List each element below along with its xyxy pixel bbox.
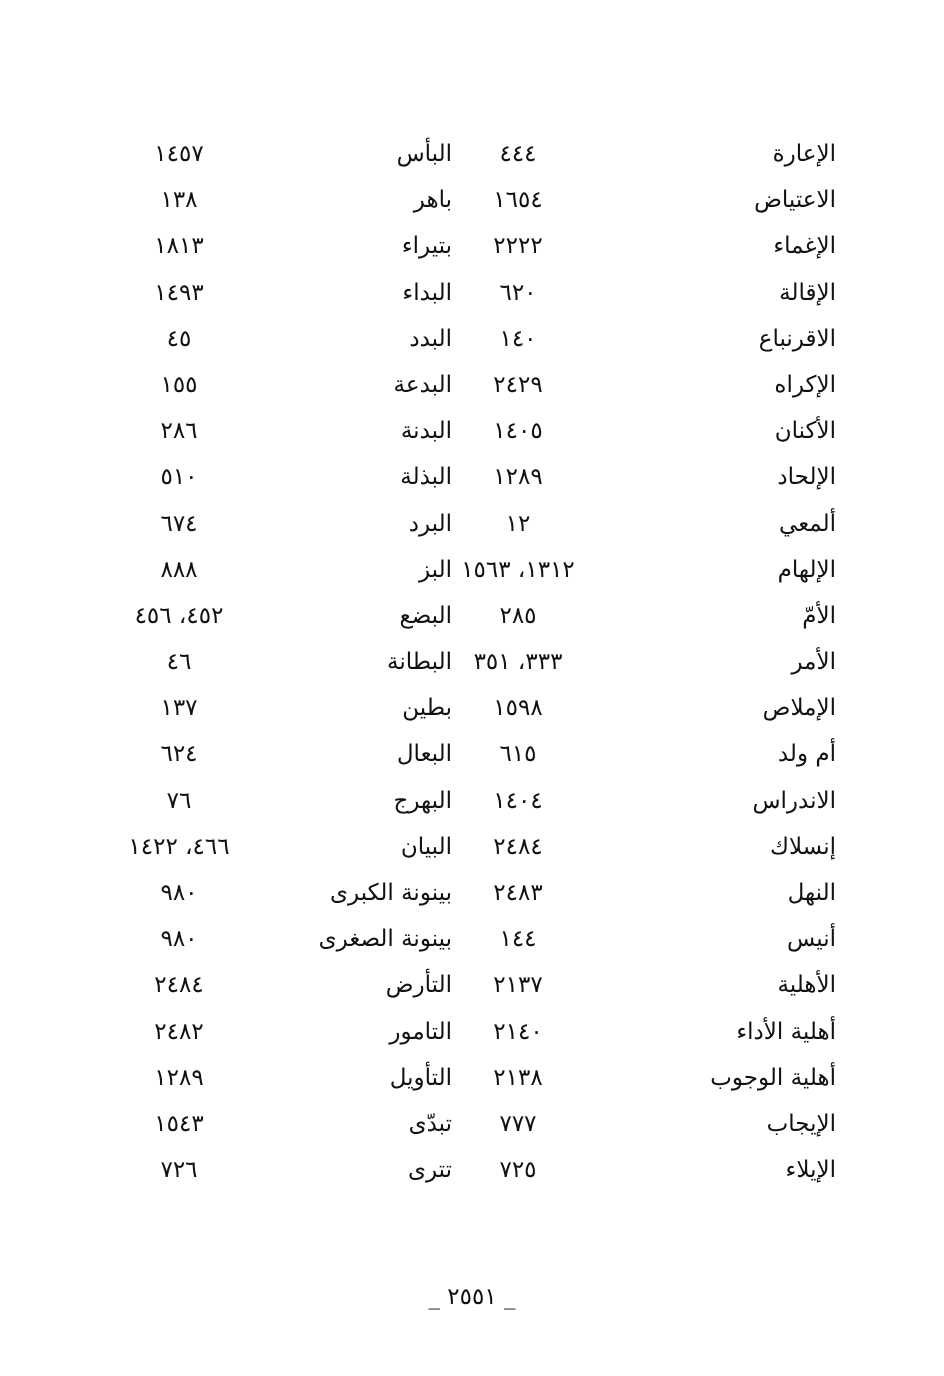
index-term: البيان xyxy=(400,833,452,860)
index-term: أهلية الوجوب xyxy=(710,1064,836,1091)
page-reference: ٢٨٥ xyxy=(499,602,537,629)
index-row xyxy=(0,593,944,639)
index-row xyxy=(0,1055,944,1101)
page-reference: ٤٦٦، ١٤٢٢ xyxy=(128,833,230,860)
index-row xyxy=(0,870,944,916)
page-reference: ٧٢٦ xyxy=(160,1157,198,1184)
page-reference: ٤٥٢، ٤٥٦ xyxy=(134,602,224,629)
index-term: البرد xyxy=(408,510,452,537)
index-term: البهرج xyxy=(393,787,452,814)
page-reference: ٧٦ xyxy=(166,787,192,814)
page-reference: ٢١٤٠ xyxy=(493,1018,543,1045)
page-reference: ١٤٠٥ xyxy=(493,418,543,445)
index-term: البعال xyxy=(396,741,452,768)
page-reference: ٢٢٢٢ xyxy=(493,233,543,260)
index-term: البدنة xyxy=(400,418,452,445)
index-term: بينونة الكبرى xyxy=(330,880,452,906)
index-term: تبدّى xyxy=(408,1110,452,1137)
index-row xyxy=(0,824,944,870)
page-reference: ١٢٨٩ xyxy=(493,464,543,491)
page-reference: ٦٢٠ xyxy=(499,279,537,306)
index-table xyxy=(0,131,944,1193)
page-reference: ٧٧٧ xyxy=(499,1110,537,1137)
index-term: الإغماء xyxy=(773,233,836,260)
index-row xyxy=(0,639,944,685)
page-reference: ٢١٣٧ xyxy=(493,972,543,999)
index-term: البطانة xyxy=(387,649,452,676)
page-reference: ٢٤٨٤ xyxy=(493,833,543,860)
index-term: الإملاص xyxy=(762,695,836,722)
index-term: البذلة xyxy=(400,464,452,491)
index-row xyxy=(0,962,944,1008)
page-reference: ٦١٥ xyxy=(499,741,537,768)
index-term: الأمّ xyxy=(802,602,836,629)
index-term: ألمعي xyxy=(779,510,836,537)
index-row xyxy=(0,547,944,593)
page-reference: ١٣١٢، ١٥٦٣ xyxy=(461,556,575,583)
page-reference: ٢٤٨٢ xyxy=(154,1018,204,1045)
index-term: بينونة الصغرى xyxy=(318,926,452,953)
page-reference: ١٢ xyxy=(505,510,531,537)
page-reference: ٣٣٣، ٣٥١ xyxy=(473,649,563,676)
index-term: الاعتياض xyxy=(754,187,836,214)
index-term: البداء xyxy=(402,279,452,306)
index-term: الإلهام xyxy=(777,556,836,583)
page-reference: ١٦٥٤ xyxy=(493,187,543,214)
index-term: الأهلية xyxy=(777,972,836,999)
index-row xyxy=(0,778,944,824)
index-term: البأس xyxy=(396,141,452,167)
index-term: أم ولد xyxy=(777,741,836,768)
page-reference: ١٥٩٨ xyxy=(493,695,543,722)
page-reference: ٤٤٤ xyxy=(499,141,537,167)
index-term: بطين xyxy=(402,695,452,722)
page-reference: ١٤٤ xyxy=(499,926,537,953)
page-reference: ٩٨٠ xyxy=(160,926,198,953)
index-term: الأمر xyxy=(791,649,836,676)
index-term: الإقالة xyxy=(779,279,836,306)
page-reference: ٦٢٤ xyxy=(160,741,198,768)
index-term: الاقرنباع xyxy=(758,325,836,352)
page-number: _ ٢٥٥١ _ xyxy=(428,1284,516,1310)
index-term: الإيلاء xyxy=(785,1157,836,1184)
index-term: التأرض xyxy=(385,972,452,999)
index-term: إنسلاك xyxy=(770,833,836,860)
index-term: الاندراس xyxy=(752,787,836,814)
index-term: النهل xyxy=(787,880,836,906)
index-term: بتيراء xyxy=(401,233,452,260)
index-term: باهر xyxy=(413,187,452,214)
page-reference: ١٤٥٧ xyxy=(154,141,204,167)
page-reference: ٥١٠ xyxy=(160,464,198,491)
index-row xyxy=(0,1009,944,1055)
index-row xyxy=(0,916,944,962)
index-term: البز xyxy=(418,556,452,583)
page-reference: ٢٨٦ xyxy=(160,418,198,445)
index-term: الإيجاب xyxy=(766,1110,836,1137)
index-term: البدد xyxy=(409,325,452,352)
index-row xyxy=(0,408,944,454)
index-term: البضع xyxy=(399,602,452,629)
page-reference: ٩٨٠ xyxy=(160,880,198,906)
index-row xyxy=(0,501,944,547)
page-reference: ١٤٠٤ xyxy=(493,787,543,814)
page-reference: ١٤٩٣ xyxy=(154,279,204,306)
index-term: الإعارة xyxy=(772,141,836,167)
page-reference: ٤٥ xyxy=(166,325,192,352)
page-reference: ٧٢٥ xyxy=(499,1157,537,1184)
index-row xyxy=(0,223,944,269)
page-reference: ١٥٥ xyxy=(160,371,198,398)
index-term: التأويل xyxy=(389,1064,452,1091)
page-reference: ٢٤٨٤ xyxy=(154,972,204,999)
page-reference: ١٢٨٩ xyxy=(154,1064,204,1091)
page-reference: ١٨١٣ xyxy=(154,233,204,260)
page-reference: ٤٦ xyxy=(166,649,192,676)
index-row xyxy=(0,1147,944,1193)
page-reference: ٢٤٨٣ xyxy=(493,880,543,906)
page-reference: ٢٤٢٩ xyxy=(493,371,543,398)
page-reference: ١٣٨ xyxy=(160,187,198,214)
page-reference: ١٥٤٣ xyxy=(154,1110,204,1137)
index-row xyxy=(0,131,944,177)
page-reference: ١٣٧ xyxy=(160,695,198,722)
index-row xyxy=(0,685,944,731)
index-row xyxy=(0,454,944,500)
index-row xyxy=(0,1101,944,1147)
index-term: التامور xyxy=(389,1018,452,1045)
page-reference: ٢١٣٨ xyxy=(493,1064,543,1091)
index-term: الأكنان xyxy=(774,418,836,445)
index-term: تترى xyxy=(407,1157,452,1184)
index-term: أهلية الأداء xyxy=(736,1018,836,1045)
page-reference: ٦٧٤ xyxy=(160,510,198,537)
index-row xyxy=(0,177,944,223)
page-reference: ٨٨٨ xyxy=(160,556,198,583)
index-term: البدعة xyxy=(393,371,452,398)
index-row xyxy=(0,362,944,408)
index-row xyxy=(0,731,944,777)
index-term: أنيس xyxy=(786,926,836,953)
index-term: الإلحاد xyxy=(777,464,836,491)
page-reference: ١٤٠ xyxy=(499,325,537,352)
index-term: الإكراه xyxy=(774,371,836,398)
index-row xyxy=(0,270,944,316)
index-row xyxy=(0,316,944,362)
